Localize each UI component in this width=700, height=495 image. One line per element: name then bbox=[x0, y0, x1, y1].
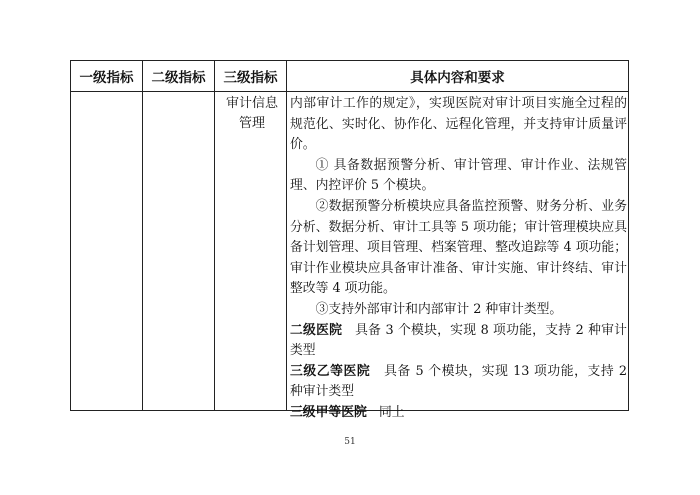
grade-text: 具备 3 个模块，实现 8 项功能，支持 2 种审计类型 bbox=[290, 322, 627, 359]
column-divider bbox=[214, 61, 215, 410]
header-level3: 三级指标 bbox=[223, 70, 278, 86]
page-number: 51 bbox=[344, 437, 356, 447]
grade-tertiary-b bbox=[290, 362, 627, 403]
grade-text: 同上 bbox=[379, 404, 405, 420]
level3-line: 审计信息 bbox=[225, 96, 278, 111]
header-divider bbox=[71, 91, 628, 92]
header-level1: 一级指标 bbox=[79, 70, 134, 86]
level3-line: 管理 bbox=[238, 116, 265, 131]
header-content: 具体内容和要求 bbox=[410, 70, 505, 86]
grade-label: 三级乙等医院 bbox=[290, 363, 371, 379]
item-1: ① 具备数据预警分析、审计管理、审计作业、法规管理、内控评价 5 个模块。 bbox=[290, 157, 627, 194]
grade-secondary bbox=[290, 321, 627, 362]
grade-text: 具备 5 个模块，实现 13 项功能，支持 2 种审计类型 bbox=[290, 363, 628, 400]
header-level2: 二级指标 bbox=[151, 70, 206, 86]
grade-label: 二级医院 bbox=[290, 322, 343, 338]
item-2: ②数据预警分析模块应具备监控预警、财务分析、业务分析、数据分析、审计工具等 5 项功能；审计管理模块应具备计划管理、项目管理、档案管理、整改追踪等 4 项功能；审计作业模块应具备审计准备、审计实施、审计终结、审计整改等 4 项功能。 bbox=[290, 198, 627, 297]
level3-cell bbox=[216, 94, 288, 134]
requirements-table bbox=[70, 60, 629, 420]
intro-paragraph: 内部审计工作的规定》，实现医院对审计项目实施全过程的规范化、实时化、协作化、远程化管理，并支持审计质量评价。 bbox=[290, 96, 627, 153]
item-3: ③支持外部审计和内部审计 2 种审计类型。 bbox=[315, 301, 563, 317]
content-cell bbox=[290, 94, 627, 424]
grade-label: 三级甲等医院 bbox=[290, 404, 367, 420]
column-divider bbox=[142, 61, 143, 410]
grade-tertiary-a bbox=[290, 403, 627, 424]
